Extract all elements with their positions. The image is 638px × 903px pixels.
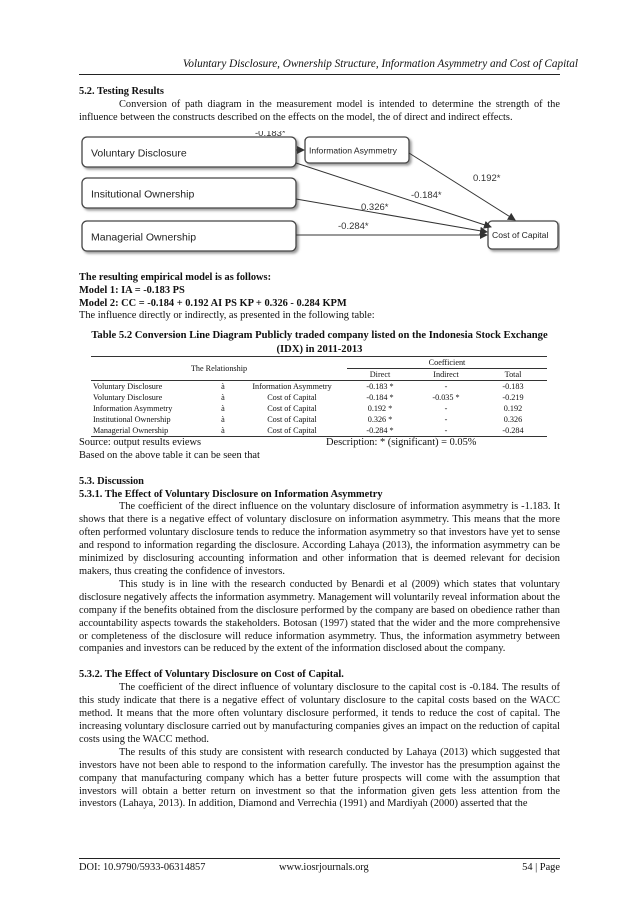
indirect-header: Indirect [413, 368, 479, 380]
coef-vd-cc: -0.184* [411, 189, 442, 201]
footer-rule [79, 858, 560, 859]
cell-arrow: à [221, 414, 225, 424]
table-caption [79, 329, 560, 355]
results-table [91, 356, 547, 437]
cell-direct: 0.192 * [367, 403, 393, 413]
cell-arrow: à [221, 392, 225, 402]
cell-from: Managerial Ownership [91, 425, 209, 437]
page-content [79, 86, 560, 811]
cell-direct: -0.284 * [347, 425, 413, 437]
paragraph-5-3-1-b: This study is in line with the research conducted by Benardi et al (2009) which states that voluntary disclosure negatively affects the information asymmetry. Management will voluntarily reveal information about the company if the benefits obtained from the disclosure performed by the company are based on obedience rather than accountability aspects towards the stakeholders. Botosan (1997) stated that the wider and the more comprehensive or completeness of the disclosure will reduce information asymmetry. Thus, the information asymmetry between companies and investors can be reduced by the extent of the information disclosed about the company. [79, 578, 560, 655]
total-header: Total [479, 368, 547, 380]
table-row [91, 392, 547, 403]
coef-io-cc: 0.326* [361, 201, 389, 213]
node-label-mo: Managerial Ownership [91, 231, 197, 244]
cell-direct: 0.326 * [367, 414, 393, 424]
node-label-ia: Information Asymmetry [309, 145, 397, 156]
running-head: Voluntary Disclosure, Ownership Structure, Information Asymmetry and Cost of Capital [182, 58, 578, 70]
model-1: Model 1: IA = -0.183 PS [79, 284, 185, 296]
paragraph-5-3-1-a: The coefficient of the direct influence on the voluntary disclosure of information asymmetry is -1.183. It shows that there is a negative effect of voluntary disclosure on information asymmetry. This means that the more often performed voluntary disclosure tends to reduce the information asymmetry so that investors have yet to sense and respond to information regarding the disclosure. According Lahaya (2013), the information asymmetry can be minimized by disclosuring accounting information and other information that is deemed relevant for decision makers, thus creating the confidence of investors. [79, 501, 560, 577]
table-row [91, 414, 547, 425]
cell-total: 0.192 [503, 403, 523, 413]
arrow-io-cc [296, 199, 487, 232]
cell-to: Information Asymmetry [237, 380, 347, 392]
footer-site: www.iosrjournals.org [279, 862, 369, 873]
coef-mo-cc: -0.284* [338, 220, 369, 232]
paragraph-5-3-2-a: The coefficient of the direct influence of voluntary disclosure to the capital cost is -0.184. The results of this study indicate that there is a negative effect of voluntary disclosure to the capital costs based on the WACC method. It means that the more often voluntary disclosure performed, it tends to reduce the cost of capital. The increasing voluntary disclosure carried out by manufacturing companies gives an impact on the reduction of capital costs using the WACC method. [79, 682, 560, 745]
cell-from: Voluntary Disclosure [93, 392, 163, 402]
cell-to: Cost of Capital [267, 414, 317, 424]
cell-total: -0.284 [479, 425, 547, 437]
path-diagram [79, 131, 560, 266]
table-source: Source: output results eviews [79, 436, 202, 448]
arrow-ia-cc [409, 153, 515, 220]
cell-to: Cost of Capital [267, 403, 317, 413]
cell-total: -0.219 [502, 392, 524, 402]
cell-direct: -0.183 * [347, 380, 413, 392]
cell-indirect: - [413, 380, 479, 392]
section-heading-5-3: 5.3. Discussion [79, 475, 144, 487]
coef-ia-cc: 0.192* [473, 172, 501, 184]
table-row [91, 403, 547, 414]
paragraph-5-3-2-b: The results of this study are consistent with research conducted by Lahaya (2013) which suggested that investors have not been able to respond to the information carefully. The investor has the presumption against the company that manufacturing company which has a better future prospects will come with the assumption that investors will obtain a better return on investment so that the information given gets less attention from the investors (Lahaya, 2013). In addition, Diamond and Verrechia (1991) and Mardiyah (2000) asserted that the [79, 746, 560, 810]
paragraph-5-2: Conversion of path diagram in the measurement model is intended to determine the strength of the influence between the constructs described on the effects on the model, the of direct and indirect effects. [79, 98, 560, 123]
section-heading-5-2: 5.2. Testing Results [79, 86, 164, 97]
cell-total: 0.326 [503, 414, 523, 424]
relationship-header: The Relationship [91, 356, 347, 380]
model-after-text: The influence directly or indirectly, as presented in the following table: [79, 310, 375, 322]
cell-from: Institutional Ownership [93, 414, 171, 424]
table-row [91, 380, 547, 392]
cell-direct: -0.184 * [366, 392, 394, 402]
footer-page-number: 54 | Page [522, 862, 560, 873]
cell-to: Cost of Capital [237, 425, 347, 437]
table-row [91, 425, 547, 437]
subsection-heading-5-3-2: 5.3.2. The Effect of Voluntary Disclosure on Cost of Capital. [79, 669, 344, 681]
node-label-io: Insitutional Ownership [91, 188, 195, 201]
footer-doi: DOI: 10.9790/5933-06314857 [79, 862, 206, 873]
model-2: Model 2: CC = -0.184 + 0.192 AI PS KP + 0.326 - 0.284 KPM [79, 297, 347, 309]
coefficient-header: Coefficient [347, 356, 547, 368]
table-caption-line-1: Table 5.2 Conversion Line Diagram Publicly traded company listed on the Indonesia Stock Exchange [91, 330, 548, 342]
cell-to: Cost of Capital [267, 392, 317, 402]
cell-arrow: à [221, 403, 225, 413]
coef-vd-ia: -0.183* [255, 130, 286, 139]
cell-total: -0.183 [479, 380, 547, 392]
path-diagram-svg [79, 131, 560, 266]
subsection-heading-5-3-1: 5.3.1. The Effect of Voluntary Disclosure on Information Asymmetry [79, 488, 383, 500]
cell-indirect: - [444, 414, 448, 424]
cell-indirect: - [413, 425, 479, 437]
cell-from: Voluntary Disclosure [91, 380, 209, 392]
cell-from: Information Asymmetry [93, 403, 173, 413]
header-rule [79, 74, 560, 75]
node-label-vd: Voluntary Disclosure [91, 147, 187, 160]
model-intro: The resulting empirical model is as follows: [79, 271, 272, 283]
arrow-vd-cc [296, 163, 491, 227]
table-caption-line-2: (IDX) in 2011-2013 [276, 343, 363, 355]
cell-arrow: à [209, 380, 237, 392]
cell-arrow: à [209, 425, 237, 437]
node-label-cc: Cost of Capital [492, 229, 549, 240]
direct-header: Direct [347, 368, 413, 380]
cell-indirect: - [444, 403, 448, 413]
table-description: Description: * (significant) = 0.05% [326, 436, 477, 448]
table-after-text: Based on the above table it can be seen that [79, 449, 260, 461]
table-notes [79, 437, 560, 450]
cell-indirect: -0.035 * [432, 392, 460, 402]
